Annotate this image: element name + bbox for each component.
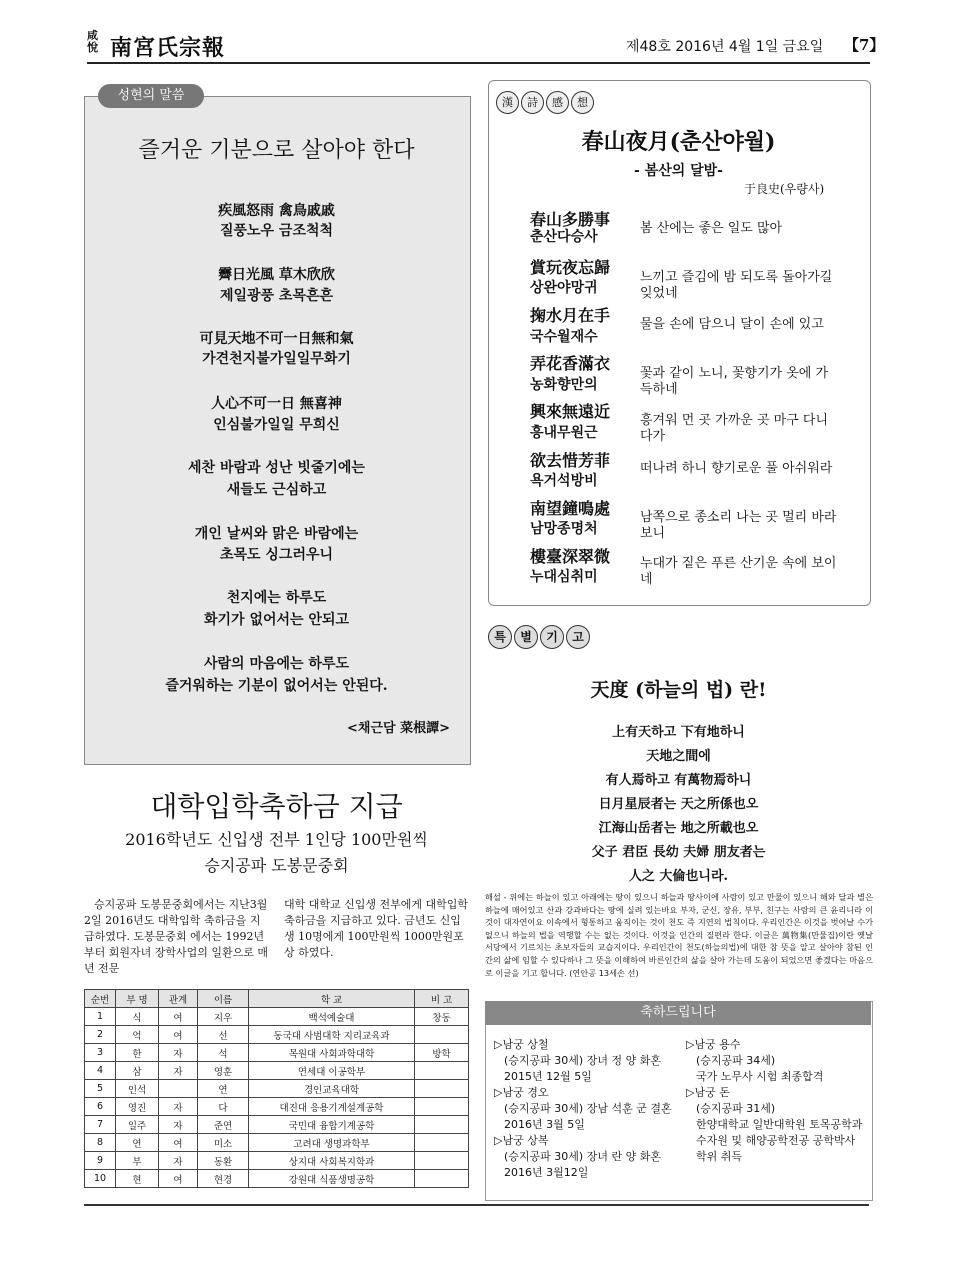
congrats-entry: 2016년 3월12일 [504, 1166, 589, 1179]
table-cell: 목원대 사회과학대학 [249, 1044, 415, 1062]
table-cell: 동환 [198, 1152, 249, 1170]
col-header: 학 교 [249, 990, 415, 1008]
verse-hanja: 賞玩夜忘歸 [530, 258, 611, 277]
table-row [85, 1044, 469, 1062]
table-cell: 석 [198, 1044, 249, 1062]
col-header: 관계 [159, 990, 198, 1008]
verse-hanja: 掬水月在手 [530, 306, 611, 325]
table-row [85, 1062, 469, 1080]
saying-line: 가견천지불가일일무화기 [202, 351, 351, 367]
verse-reading: 상완야망귀 [530, 280, 598, 296]
verse-hanja: 春山多勝事 [530, 210, 611, 229]
table-cell: 강원대 식품생명공학 [249, 1170, 415, 1188]
verse-reading: 남망종명처 [530, 521, 598, 537]
table-cell: 한 [116, 1044, 159, 1062]
table-cell [415, 1134, 469, 1152]
table-cell: 대진대 응용기계설계공학 [249, 1098, 415, 1116]
congrats-entry: 한양대학교 일반대학원 토목공학과 [696, 1118, 863, 1131]
article-subtitle: 2016학년도 신입생 전부 1인당 100만원씩 [125, 830, 428, 849]
verse-reading: 농화향만의 [530, 377, 598, 393]
verse-translation: 봄 산에는 좋은 일도 많아 [640, 221, 783, 236]
congrats-right-column [686, 1037, 866, 1165]
verse-reading: 흥내무원근 [530, 425, 598, 441]
saying-title: 즐거운 기분으로 살아야 한다 [138, 138, 415, 163]
table-cell: 식 [116, 1008, 159, 1026]
table-row [85, 1152, 469, 1170]
table-cell: 3 [85, 1044, 116, 1062]
article-column-2: 대학 대학교 신입생 전부에게 대학입학 축하금을 지급하고 있다. 금년도 신입생 10명에게 100만원씩 1000만원포상 하였다. [284, 898, 469, 959]
special-line: 人之 大倫也니라. [628, 869, 729, 884]
table-cell: 억 [116, 1026, 159, 1044]
verse-hanja: 欲去惜芳菲 [530, 451, 611, 470]
table-cell: 미소 [198, 1134, 249, 1152]
congrats-entry: 학위 취득 [696, 1150, 743, 1163]
table-cell: 여 [159, 1134, 198, 1152]
saying-line: 화기가 없어서는 안되고 [204, 612, 349, 628]
saying-line: 人心不可一日 無喜神 [211, 396, 342, 412]
saying-line: 사람의 마음에는 하루도 [204, 656, 349, 672]
congrats-entry: 국가 노무사 시험 최종합격 [696, 1070, 824, 1083]
verse-translation: 물을 손에 담으니 달이 손에 있고 [640, 317, 824, 332]
table-row [85, 1134, 469, 1152]
table-cell: 영훈 [198, 1062, 249, 1080]
verse-translation: 누대가 짙은 푸른 산기운 속에 보이네 [640, 556, 837, 587]
verse-hanja: 興來無遠近 [530, 402, 611, 421]
table-cell [415, 1116, 469, 1134]
col-header: 순번 [85, 990, 116, 1008]
special-tag-char: 기 [540, 625, 564, 649]
table-cell: 1 [85, 1008, 116, 1026]
special-line: 天地之間에 [646, 749, 711, 764]
saying-source: <채근담 菜根譚> [347, 721, 450, 736]
congrats-entry: ▷남궁 돈 [686, 1086, 730, 1099]
congrats-entry: (승지공파 31세) [696, 1102, 776, 1115]
saying-line: 세찬 바람과 성난 빗줄기에는 [188, 460, 365, 476]
table-cell: 여 [159, 1026, 198, 1044]
table-cell: 9 [85, 1152, 116, 1170]
table-cell: 상지대 사회복지학과 [249, 1152, 415, 1170]
table-body [85, 1008, 469, 1188]
table-cell: 여 [159, 1170, 198, 1188]
table-cell: 경인교육대학 [249, 1080, 415, 1098]
saying-line: 疾風怒雨 禽鳥戚戚 [218, 203, 335, 219]
table-row [85, 1170, 469, 1188]
congrats-entry: (승지공파 30세) 장녀 란 양 화혼 [504, 1150, 661, 1163]
table-cell: 4 [85, 1062, 116, 1080]
special-line: 上有天하고 下有地하니 [612, 725, 745, 740]
table-cell: 6 [85, 1098, 116, 1116]
congrats-entry: ▷남궁 경오 [494, 1086, 549, 1099]
table-cell: 선 [198, 1026, 249, 1044]
saying-tag: 성현의 말씀 [98, 84, 204, 108]
congrats-entry: ▷남궁 상복 [494, 1134, 549, 1147]
verse-translation: 흥겨워 먼 곳 가까운 곳 마구 다니다가 [640, 413, 829, 444]
special-line: 有人焉하고 有萬物焉하니 [605, 773, 752, 788]
newspaper-name: 南宮氏宗報 [110, 35, 226, 61]
table-row [85, 1026, 469, 1044]
congrats-heading: 축하드립니다 [485, 1001, 871, 1025]
congrats-entry: (승지공파 30세) 장남 석훈 군 결혼 [504, 1102, 672, 1115]
congrats-entry: 2016년 3월 5일 [504, 1118, 585, 1131]
table-cell: 현경 [198, 1170, 249, 1188]
table-cell [415, 1026, 469, 1044]
table-cell: 인석 [116, 1080, 159, 1098]
table-cell: 여 [159, 1008, 198, 1026]
table-cell: 일주 [116, 1116, 159, 1134]
table-cell: 고려대 생명과학부 [249, 1134, 415, 1152]
table-cell: 백석예술대 [249, 1008, 415, 1026]
verse-translation: 꽃과 같이 노니, 꽃향기가 옷에 가득하네 [640, 366, 829, 397]
issue-date: 제48호 2016년 4월 1일 금요일 [626, 39, 824, 55]
verse-hanja: 南望鐘鳴處 [530, 499, 611, 518]
verse-reading: 춘산다승사 [530, 229, 598, 245]
congrats-entry: ▷남궁 용수 [686, 1038, 741, 1051]
col-header: 비 고 [415, 990, 469, 1008]
table-cell: 부 [116, 1152, 159, 1170]
masthead [0, 0, 957, 68]
table-cell: 연세대 이공학부 [249, 1062, 415, 1080]
table-cell: 8 [85, 1134, 116, 1152]
congrats-entry: (승지공파 30세) 장녀 정 양 화혼 [504, 1054, 661, 1067]
table-cell: 창동 [415, 1008, 469, 1026]
verse-hanja: 弄花香滿衣 [530, 354, 611, 373]
table-cell: 삼 [116, 1062, 159, 1080]
table-cell: 자 [159, 1152, 198, 1170]
saying-line: 霽日光風 草木欣欣 [218, 267, 335, 283]
congrats-left-column [494, 1037, 684, 1181]
verse-hanja: 樓臺深翠微 [530, 547, 611, 566]
congrats-entry: (승지공파 34세) [696, 1054, 776, 1067]
table-cell: 국민대 융합기계공학 [249, 1116, 415, 1134]
poem-author: 于良史(우량사) [744, 182, 825, 196]
table-cell: 자 [159, 1116, 198, 1134]
table-cell: 연 [116, 1134, 159, 1152]
verse-translation: 떠나려 하니 향기로운 풀 아쉬워라 [640, 461, 833, 476]
article-title: 대학입학축하금 지급 [150, 790, 403, 823]
table-cell: 영진 [116, 1098, 159, 1116]
poem-tag-char: 感 [546, 91, 569, 114]
special-line: 江海山岳者는 地之所載也오 [598, 821, 759, 836]
saying-line: 질풍노우 금조척척 [219, 223, 334, 239]
saying-line: 초목도 싱그러우니 [219, 547, 334, 563]
masthead-small-hanja: 咸悅 [87, 29, 98, 54]
table-row [85, 1098, 469, 1116]
table-cell: 연 [198, 1080, 249, 1098]
congrats-entry: 2015년 12월 5일 [504, 1070, 592, 1083]
special-tag-char: 별 [514, 625, 538, 649]
special-paragraph: 해설 - 위에는 하늘이 있고 아래에는 땅이 있으니 하늘과 땅사이에 사람이 있고 만물이 있으니 해와 달과 별은 하늘에 매어있고 산과 강과바다는 땅에 실려 있는바요 부자, 군신, 장유, 부부, 친구는 사람의 큰 윤리니라 이것이 대자연이요 이속에서 형통하고 움직이는 것이 천도 즉 지연의 법칙이다. 우리인간은 이것을 벗어날 수가 없으니 하늘의 법을 역행할 수는 없는 것이다. 이것을 인간의 질편라 한다. 이글은 萬物集(만물집)이란 옛날 서당에서 기르치는 초보자들의 교습지이다. 우리인간이 천도(하늘의법)에 대한 참 뜻을 알고 살아야 참된 인간의 삶에 임할 수 있다하나 그 뜻을 이해하여 바른인간의 삶을 살아 가는데 도움이 되었으면 좋겠다는 마음으로 이글을 기고 합니다. (연안공 13세손 선) [485, 892, 873, 978]
page-number: 【7】 [844, 36, 885, 54]
table-cell: 자 [159, 1098, 198, 1116]
verse-translation: 느끼고 즐김에 밤 되도록 돌아가길 잊었네 [640, 270, 833, 301]
table-cell: 방학 [415, 1044, 469, 1062]
table-cell: 준연 [198, 1116, 249, 1134]
poem-title: 春山夜月(춘산야월) [581, 129, 776, 155]
special-title: 天度 (하늘의 법) 란! [590, 679, 767, 701]
table-row [85, 1116, 469, 1134]
bottom-rule [84, 1204, 869, 1206]
table-cell [415, 1062, 469, 1080]
poem-subtitle: - 봄산의 달밤- [634, 163, 723, 179]
article-column-1: 승지공파 도봉문중회에서는 지난3월 2일 2016년도 대학입학 축하금을 지급하였다. 도봉문중회 에서는 1992년부터 회원자녀 장학사업의 일환으로 매년 전문 [84, 898, 269, 975]
article-subtitle-org: 승지공파 도봉문중회 [204, 856, 349, 875]
poem-tag-char: 詩 [521, 91, 544, 114]
special-line: 父子 君臣 長幼 夫婦 朋友者는 [591, 845, 766, 860]
special-line: 日月星辰者는 天之所係也오 [598, 797, 759, 812]
congrats-entry: 수자원 및 해양공학전공 공학박사 [696, 1134, 856, 1147]
table-cell: 7 [85, 1116, 116, 1134]
table-cell: 10 [85, 1170, 116, 1188]
scholarship-table [84, 989, 469, 1188]
verse-reading: 누대심취미 [530, 569, 598, 585]
table-cell [415, 1080, 469, 1098]
verse-reading: 국수월재수 [530, 329, 598, 345]
top-rule [87, 62, 870, 64]
table-cell: 다 [198, 1098, 249, 1116]
poem-tag-char: 想 [571, 91, 594, 114]
table-cell [415, 1170, 469, 1188]
verse-reading: 욕거석방비 [530, 473, 598, 489]
special-tag-char: 특 [488, 625, 512, 649]
poem-tag-char: 漢 [496, 91, 519, 114]
table-row [85, 1080, 469, 1098]
saying-line: 즐거워하는 기분이 없어서는 안된다. [165, 678, 388, 694]
saying-line: 천지에는 하루도 [226, 590, 327, 606]
table-header-row [85, 990, 469, 1008]
saying-line: 可見天地不可一日無和氣 [199, 331, 354, 347]
table-cell: 자 [159, 1044, 198, 1062]
col-header: 이름 [198, 990, 249, 1008]
col-header: 부 명 [116, 990, 159, 1008]
table-cell: 지우 [198, 1008, 249, 1026]
table-cell [415, 1152, 469, 1170]
saying-line: 개인 날씨와 맑은 바람에는 [194, 526, 359, 542]
special-tag-char: 고 [566, 625, 590, 649]
saying-line: 새들도 근심하고 [226, 482, 327, 498]
table-cell [415, 1098, 469, 1116]
table-cell [159, 1080, 198, 1098]
table-cell: 5 [85, 1080, 116, 1098]
saying-line: 인심불가일일 무희신 [213, 417, 340, 433]
table-cell: 자 [159, 1062, 198, 1080]
congrats-entry: ▷남궁 상철 [494, 1038, 549, 1051]
table-cell: 동국대 사범대학 지리교육과 [249, 1026, 415, 1044]
table-cell: 현 [116, 1170, 159, 1188]
verse-translation: 남쪽으로 종소리 나는 곳 멀리 바라보니 [640, 510, 837, 541]
table-cell: 2 [85, 1026, 116, 1044]
saying-line: 제일광풍 초목흔흔 [219, 288, 334, 304]
table-row [85, 1008, 469, 1026]
